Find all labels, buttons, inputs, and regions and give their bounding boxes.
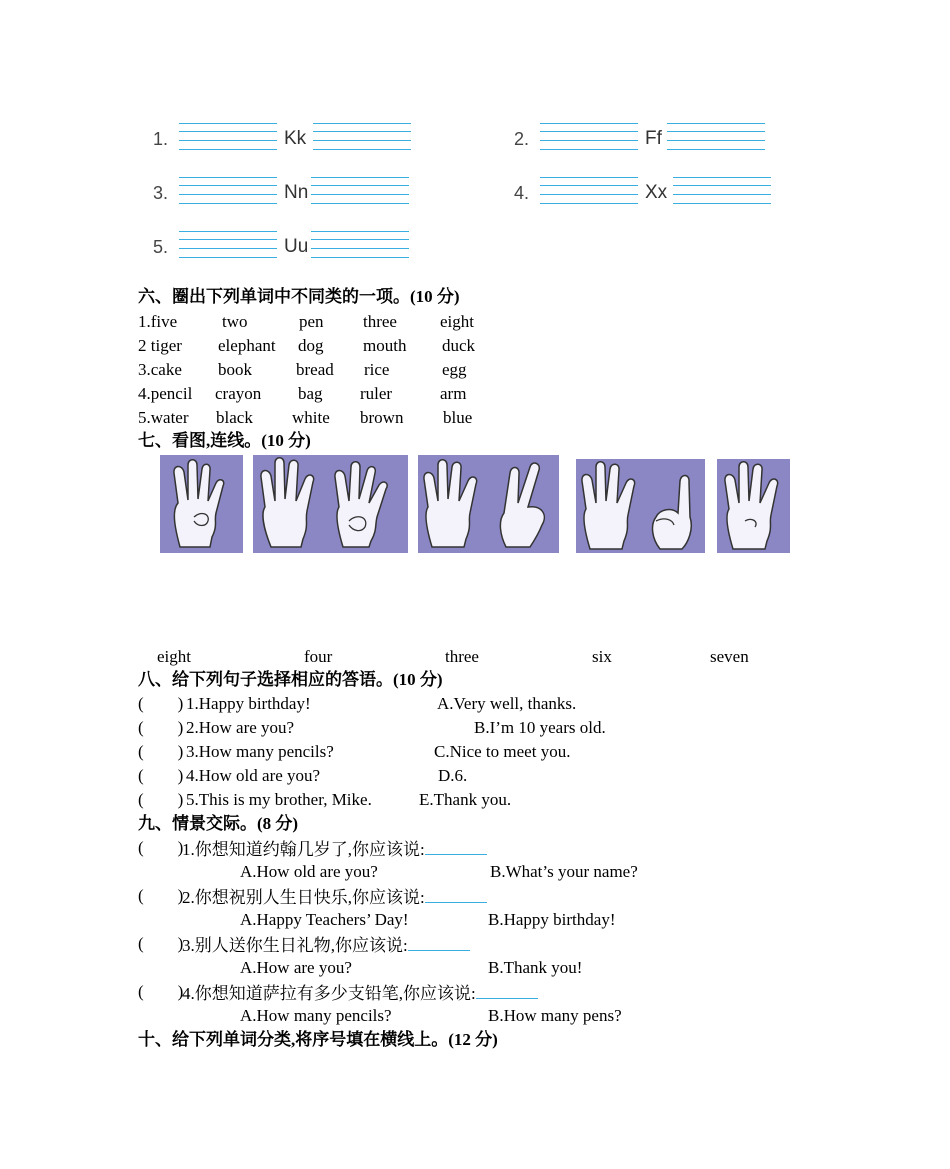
answer-option: E.Thank you. xyxy=(419,790,512,809)
answer-paren[interactable]: ( ) xyxy=(138,838,184,857)
question-text: 2.How are you? xyxy=(186,718,295,737)
word-cell[interactable]: dog xyxy=(298,336,324,355)
word-cell[interactable]: crayon xyxy=(215,384,262,403)
writing-lines[interactable] xyxy=(540,177,638,207)
writing-letters: Xx xyxy=(645,182,668,203)
hand-picture[interactable] xyxy=(418,455,559,553)
writing-letters: Uu xyxy=(284,236,309,257)
answer-blank[interactable] xyxy=(408,932,470,951)
question-text: 1.Happy birthday! xyxy=(186,694,311,713)
writing-lines[interactable] xyxy=(311,231,409,261)
word-cell[interactable]: arm xyxy=(440,384,467,403)
hand-picture[interactable] xyxy=(253,455,408,553)
writing-lines[interactable] xyxy=(667,123,765,153)
answer-option: C.Nice to meet you. xyxy=(434,742,571,761)
answer-paren[interactable]: ( ) xyxy=(138,982,184,1001)
answer-blank[interactable] xyxy=(425,836,487,855)
number-word[interactable]: seven xyxy=(710,647,749,666)
answer-blank[interactable] xyxy=(476,980,538,999)
writing-letters: Kk xyxy=(284,128,307,149)
word-cell[interactable]: 5.water xyxy=(138,408,189,427)
writing-letters: Nn xyxy=(284,182,309,203)
answer-paren[interactable]: ( ) xyxy=(138,766,184,785)
answer-paren[interactable]: ( ) xyxy=(138,790,184,809)
answer-paren[interactable]: ( ) xyxy=(138,742,184,761)
answer-paren[interactable]: ( ) xyxy=(138,886,184,905)
option-b: B.Thank you! xyxy=(488,958,583,977)
writing-number: 4. xyxy=(514,183,530,203)
word-cell[interactable]: rice xyxy=(364,360,390,379)
word-cell[interactable]: 3.cake xyxy=(138,360,182,379)
hand-picture[interactable] xyxy=(160,455,243,553)
writing-lines[interactable] xyxy=(311,177,409,207)
word-cell[interactable]: blue xyxy=(443,408,473,427)
section-10-title: 十、给下列单词分类,将序号填在横线上。(12 分) xyxy=(138,1030,498,1049)
number-word[interactable]: eight xyxy=(157,647,191,666)
word-cell[interactable]: white xyxy=(292,408,330,427)
writing-lines[interactable] xyxy=(540,123,638,153)
word-cell[interactable]: bread xyxy=(296,360,334,379)
section-7-title: 七、看图,连线。(10 分) xyxy=(138,431,311,450)
word-cell[interactable]: ruler xyxy=(360,384,393,403)
writing-number: 5. xyxy=(153,237,169,257)
word-cell[interactable]: 4.pencil xyxy=(138,384,193,403)
word-cell[interactable]: brown xyxy=(360,408,404,427)
word-cell[interactable]: bag xyxy=(298,384,323,403)
question-text: 4.How old are you? xyxy=(186,766,321,785)
word-cell[interactable]: black xyxy=(216,408,253,427)
section-6-title: 六、圈出下列单词中不同类的一项。(10 分) xyxy=(138,287,460,306)
writing-lines[interactable] xyxy=(179,231,277,261)
word-cell[interactable]: 1.five xyxy=(138,312,178,331)
question-text: 3.别人送你生日礼物,你应该说: xyxy=(182,932,470,958)
question-text: 3.How many pencils? xyxy=(186,742,334,761)
word-cell[interactable]: mouth xyxy=(363,336,407,355)
option-a: A.Happy Teachers’ Day! xyxy=(240,910,409,929)
section-8-title: 八、给下列句子选择相应的答语。(10 分) xyxy=(138,670,443,689)
option-b: B.Happy birthday! xyxy=(488,910,616,929)
answer-blank[interactable] xyxy=(425,884,487,903)
option-b: B.What’s your name? xyxy=(490,862,638,881)
word-cell[interactable]: book xyxy=(218,360,252,379)
word-cell[interactable]: elephant xyxy=(218,336,276,355)
hand-picture[interactable] xyxy=(576,459,705,553)
option-a: A.How many pencils? xyxy=(240,1006,392,1025)
writing-letters: Ff xyxy=(645,128,662,149)
word-cell[interactable]: pen xyxy=(299,312,324,331)
answer-paren[interactable]: ( ) xyxy=(138,934,184,953)
answer-paren[interactable]: ( ) xyxy=(138,718,184,737)
word-cell[interactable]: eight xyxy=(440,312,474,331)
section-9-title: 九、情景交际。(8 分) xyxy=(138,814,299,833)
word-cell[interactable]: 2 tiger xyxy=(138,336,182,355)
number-word[interactable]: three xyxy=(445,647,479,666)
answer-paren[interactable]: ( ) xyxy=(138,694,184,713)
number-word[interactable]: six xyxy=(592,647,612,666)
question-text: 1.你想知道约翰几岁了,你应该说: xyxy=(182,836,487,862)
answer-option: B.I’m 10 years old. xyxy=(474,718,606,737)
word-cell[interactable]: three xyxy=(363,312,397,331)
writing-number: 1. xyxy=(153,129,169,149)
question-text: 2.你想祝别人生日快乐,你应该说: xyxy=(182,884,487,910)
option-a: A.How old are you? xyxy=(240,862,378,881)
writing-lines[interactable] xyxy=(179,123,277,153)
writing-lines[interactable] xyxy=(179,177,277,207)
hand-picture[interactable] xyxy=(717,459,790,553)
writing-number: 2. xyxy=(514,129,530,149)
option-b: B.How many pens? xyxy=(488,1006,622,1025)
question-text: 5.This is my brother, Mike. xyxy=(186,790,372,809)
word-cell[interactable]: two xyxy=(222,312,248,331)
word-cell[interactable]: egg xyxy=(442,360,467,379)
word-cell[interactable]: duck xyxy=(442,336,476,355)
writing-number: 3. xyxy=(153,183,169,203)
answer-option: A.Very well, thanks. xyxy=(437,694,577,713)
option-a: A.How are you? xyxy=(240,958,352,977)
answer-option: D.6. xyxy=(438,766,468,785)
writing-lines[interactable] xyxy=(673,177,771,207)
number-word[interactable]: four xyxy=(304,647,333,666)
question-text: 4.你想知道萨拉有多少支铅笔,你应该说: xyxy=(182,980,538,1006)
writing-lines[interactable] xyxy=(313,123,411,153)
